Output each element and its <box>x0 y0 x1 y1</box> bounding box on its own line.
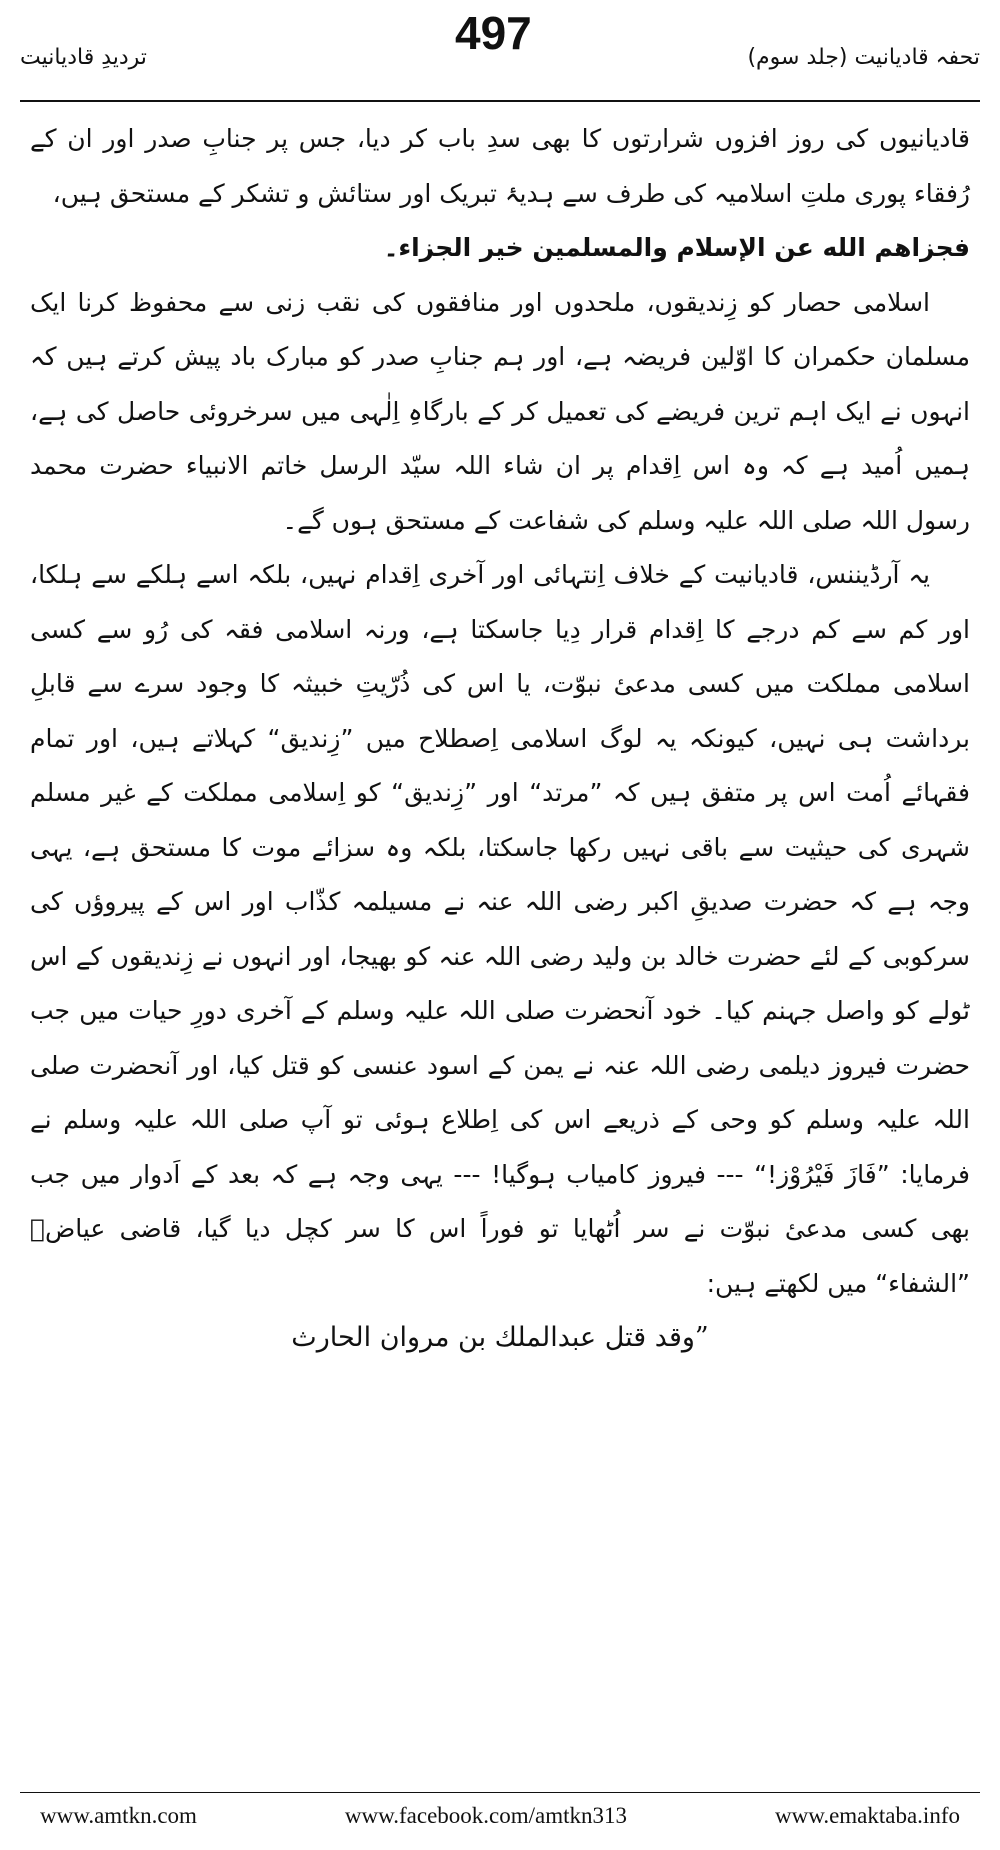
header-right-title: تحفہ قادیانیت (جلد سوم) <box>747 44 980 70</box>
paragraph-3: اسلامی حصار کو زِندیقوں، ملحدوں اور منافقوں کی نقب زنی سے محفوظ کرنا ایک مسلمان حکمران کا اوّلین فریضہ ہے، اور ہم جنابِ صدر کو مبارک باد پیش کرتے ہیں کہ انہوں نے ایک اہم ترین فریضے کی تعمیل کر کے بارگاہِ اِلٰہی میں سرخروئی حاصل کی ہے، ہمیں اُمید ہے کہ وہ اس اِقدام پر ان شاء اللہ سیّد الرسل خاتم الانبیاء حضرت محمد رسول اللہ صلی اللہ علیہ وسلم کی شفاعت کے مستحق ہوں گے۔ <box>30 287 970 535</box>
paragraph-1: قادیانیوں کی روز افزوں شرارتوں کا بھی سدِ باب کر دیا، جس پر جنابِ صدر اور ان کے رُفقاء پوری ملتِ اسلامیہ کی طرف سے ہدیۂ تبریک اور ستائش و تشکر کے مستحق ہیں، <box>30 124 970 208</box>
arabic-quote: ”وقد قتل عبدالملك بن مروان الحارث <box>291 1322 709 1353</box>
footer-divider <box>20 1792 980 1793</box>
page-body <box>30 112 970 1366</box>
paragraph-4: یہ آرڈیننس، قادیانیت کے خلاف اِنتہائی اور آخری اِقدام نہیں، بلکہ اسے ہلکے سے ہلکا، اور کم سے کم درجے کا اِقدام قرار دِیا جاسکتا ہے، ورنہ اسلامی فقہ کی رُو سے کسی اسلامی مملکت میں کسی مدعیٔ نبوّت، یا اس کی ذُرّیتِ خبیثہ کا وجود سرے سے قابلِ برداشت ہی نہیں، کیونکہ یہ لوگ اسلامی اِصطلاح میں ”زِندیق“ کہلاتے ہیں، اور تمام فقہائے اُمت اس پر متفق ہیں کہ ”مرتد“ اور ”زِندیق“ کو اِسلامی مملکت کے غیر مسلم شہری کی حیثیت سے باقی نہیں رکھا جاسکتا، بلکہ وہ سزائے موت کا مستحق ہے، یہی وجہ ہے کہ حضرت صدیقِ اکبر رضی اللہ عنہ نے مسیلمہ کذّاب اور اس کے پیروؤں کی سرکوبی کے لئے حضرت خالد بن ولید رضی اللہ عنہ کو بھیجا، اور انہوں نے زِندیقوں کے اس ٹولے کو واصل جہنم کیا۔ خود آنحضرت صلی اللہ علیہ وسلم کے آخری دورِ حیات میں جب حضرت فیروز دیلمی رضی اللہ عنہ نے یمن کے اسود عنسی کو قتل کیا، اور آنحضرت صلی اللہ علیہ وسلم کو وحی کے ذریعے اس کی اِطلاع ہوئی تو آپ صلی اللہ علیہ وسلم نے فرمایا: ”فَازَ فَیْرُوْز!“ --- فیروز کامیاب ہوگیا! --- یہی وجہ ہے کہ بعد کے اَدوار میں جب بھی کسی مدعیٔ نبوّت نے سر اُٹھایا تو فوراً اس کا سر کچل دیا گیا، قاضی عیاضؒ ”الشفاء“ میں لکھتے ہیں: <box>30 560 970 1298</box>
page-number: 497 <box>455 7 532 59</box>
footer-link-amtkn[interactable]: www.amtkn.com <box>40 1803 197 1828</box>
page-footer <box>40 1798 960 1834</box>
footer-link-facebook[interactable]: www.facebook.com/amtkn313 <box>344 1803 628 1828</box>
paragraph-2-dua: فجزاهم الله عن الإسلام والمسلمين خير الجزاء۔ <box>383 233 970 262</box>
header-left-title: تردیدِ قادیانیت <box>20 44 147 70</box>
footer-link-emaktaba[interactable]: www.emaktaba.info <box>774 1803 960 1828</box>
header-divider <box>20 100 980 102</box>
